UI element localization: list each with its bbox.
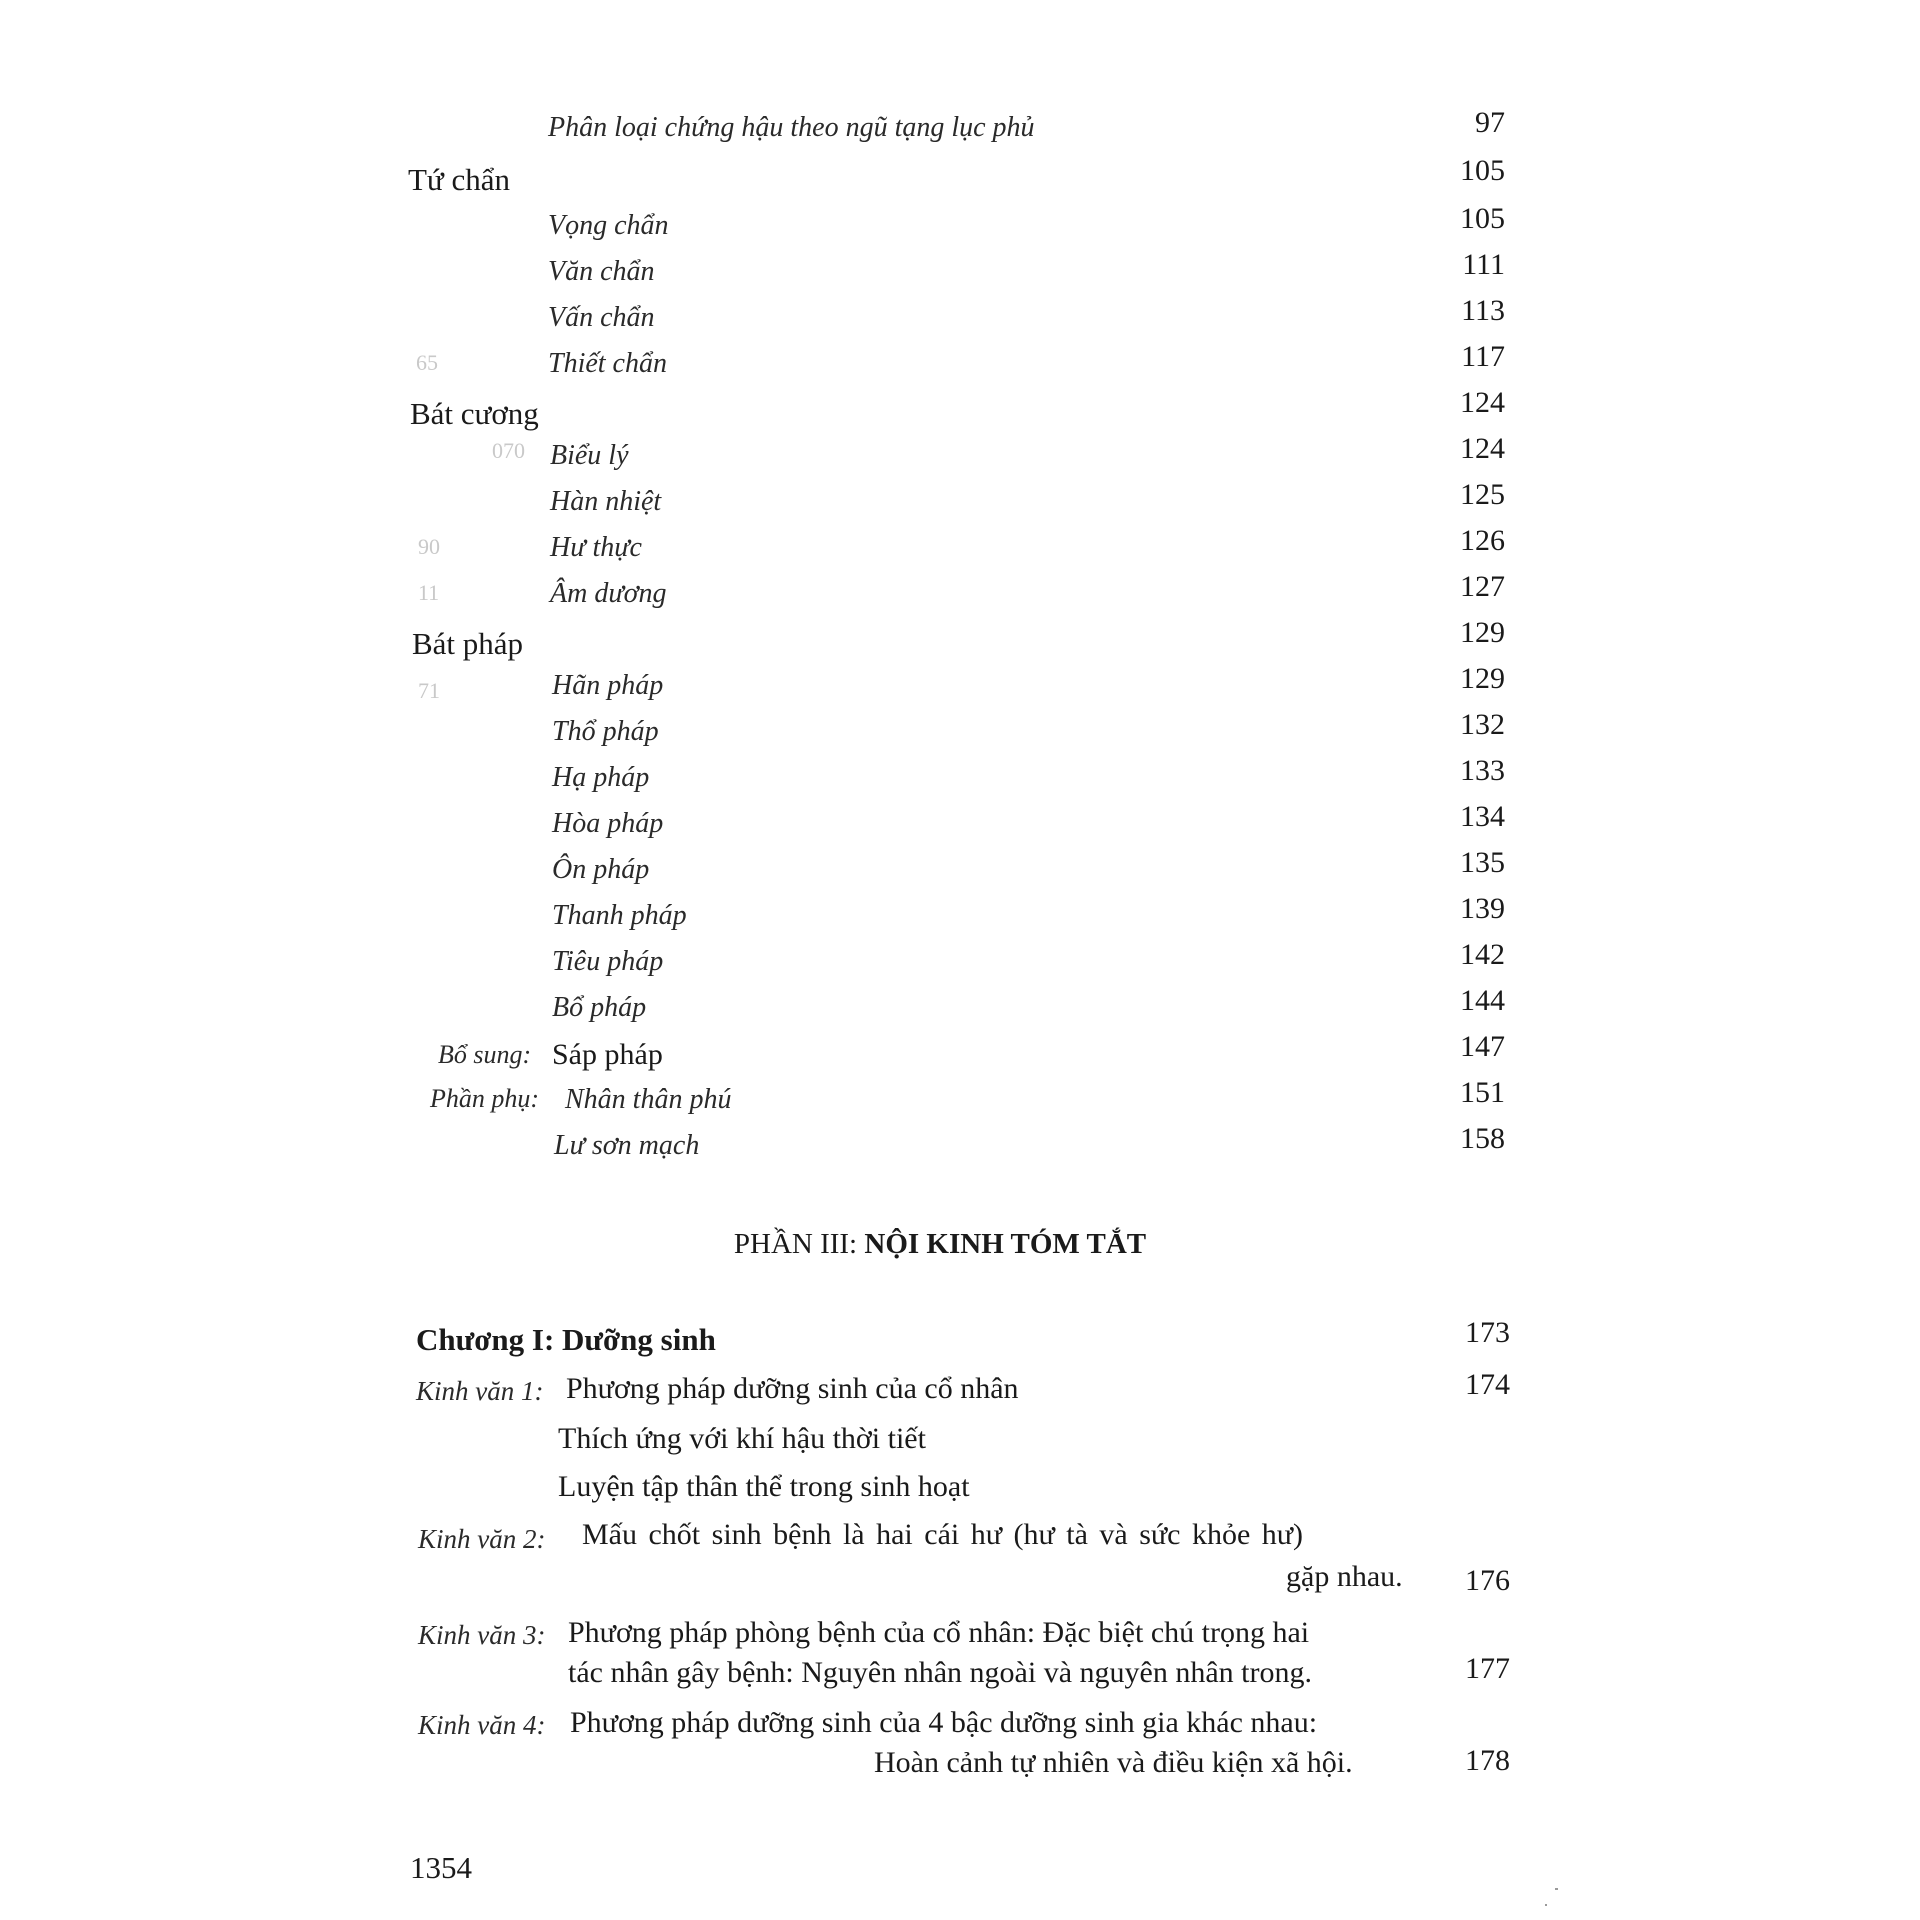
kinh-van-page: 176 bbox=[1465, 1564, 1510, 1597]
toc-entry-page: 133 bbox=[1460, 754, 1505, 787]
bleed-through-mark: 90 bbox=[418, 534, 440, 559]
toc-entry-page: 144 bbox=[1460, 984, 1505, 1017]
toc-entry-page: 105 bbox=[1460, 202, 1505, 235]
chapter-title: Chương I: Dưỡng sinh bbox=[416, 1322, 716, 1357]
toc-entry-label: Hòa pháp bbox=[552, 808, 664, 839]
toc-entry-page: 127 bbox=[1460, 570, 1505, 603]
kinh-van-page: 177 bbox=[1465, 1652, 1510, 1685]
toc-entry-label: Thổ pháp bbox=[552, 716, 659, 747]
toc-entry-label: Hư thực bbox=[550, 532, 642, 563]
toc-entry-page: 97 bbox=[1475, 106, 1505, 139]
bleed-through-mark: 11 bbox=[418, 580, 440, 605]
toc-section-label: Bát pháp bbox=[412, 626, 524, 661]
bleed-through-mark: 65 bbox=[416, 350, 438, 375]
toc-entry-label: Thiết chẩn bbox=[548, 348, 667, 379]
kinh-van-label: Kinh văn 1: bbox=[416, 1376, 544, 1406]
kinh-van-text: Phương pháp dưỡng sinh của cổ nhân bbox=[566, 1372, 1019, 1405]
toc-entry-label: Phân loại chứng hậu theo ngũ tạng lục phủ bbox=[548, 112, 1035, 143]
toc-entry-page: 105 bbox=[1460, 154, 1505, 187]
toc-entry-page: 111 bbox=[1462, 248, 1505, 281]
kinh-van-label: Kinh văn 2: bbox=[418, 1524, 546, 1554]
toc-entry-label: Hãn pháp bbox=[552, 670, 664, 701]
toc-entry-page: 113 bbox=[1461, 294, 1505, 327]
toc-supplement-prefix: Bổ sung: bbox=[438, 1040, 532, 1069]
part-heading bbox=[0, 1230, 1900, 1259]
toc-entry-page: 125 bbox=[1460, 478, 1505, 511]
toc-entry-page: 129 bbox=[1460, 616, 1505, 649]
toc-entry-label: Vọng chẩn bbox=[548, 210, 669, 241]
kinh-van-page: 174 bbox=[1465, 1368, 1510, 1401]
kinh-van-label: Kinh văn 3: bbox=[418, 1620, 546, 1650]
toc-entry-label: Tiêu pháp bbox=[552, 946, 664, 977]
toc-entry-page: 117 bbox=[1461, 340, 1505, 373]
bleed-through-mark: 71 bbox=[418, 678, 440, 703]
toc-section-label: Bát cương bbox=[410, 396, 539, 431]
toc-entry-page: 142 bbox=[1460, 938, 1505, 971]
scan-speck bbox=[1555, 1888, 1558, 1890]
toc-entry-page: 135 bbox=[1460, 846, 1505, 879]
toc-entry-page: 124 bbox=[1460, 386, 1505, 419]
toc-entry-label: Hạ pháp bbox=[552, 762, 650, 793]
kinh-van-subitem: Luyện tập thân thể trong sinh hoạt bbox=[558, 1470, 970, 1503]
kinh-van-label: Kinh văn 4: bbox=[418, 1710, 546, 1740]
toc-entry-label: Ôn pháp bbox=[552, 854, 650, 885]
toc-entry-label: Vấn chẩn bbox=[548, 302, 655, 333]
toc-entry-page: 147 bbox=[1460, 1030, 1505, 1063]
toc-entry-page: 158 bbox=[1460, 1122, 1505, 1155]
kinh-van-subitem: Thích ứng với khí hậu thời tiết bbox=[558, 1422, 926, 1455]
part-prefix: PHẦN III: bbox=[733, 1228, 858, 1260]
toc-entry-label: Âm dương bbox=[550, 578, 667, 609]
kinh-van-page: 178 bbox=[1465, 1744, 1510, 1777]
chapter-page: 173 bbox=[1465, 1316, 1510, 1349]
toc-entry-label: Hàn nhiệt bbox=[550, 486, 662, 517]
kinh-van-text: gặp nhau. bbox=[1286, 1560, 1403, 1593]
toc-entry-page: 124 bbox=[1460, 432, 1505, 465]
toc-entry-label: Thanh pháp bbox=[552, 900, 687, 931]
toc-section-label: Tứ chẩn bbox=[408, 162, 511, 197]
toc-entry-page: 129 bbox=[1460, 662, 1505, 695]
toc-entry-page: 139 bbox=[1460, 892, 1505, 925]
page-number: 1354 bbox=[410, 1850, 472, 1885]
toc-entry-label: Lư sơn mạch bbox=[554, 1130, 700, 1161]
kinh-van-text: Hoàn cảnh tự nhiên và điều kiện xã hội. bbox=[874, 1746, 1353, 1779]
toc-entry-label: Sáp pháp bbox=[552, 1038, 663, 1071]
kinh-van-text: Phương pháp phòng bệnh của cổ nhân: Đặc biệt chú trọng hai bbox=[568, 1616, 1310, 1649]
toc-entry-page: 134 bbox=[1460, 800, 1505, 833]
kinh-van-text: tác nhân gây bệnh: Nguyên nhân ngoài và nguyên nhân trong. bbox=[568, 1656, 1312, 1689]
kinh-van-text: Mấu chốt sinh bệnh là hai cái hư (hư tà và sức khỏe hư) bbox=[582, 1518, 1304, 1551]
toc-entry-page: 151 bbox=[1460, 1076, 1505, 1109]
toc-entry-label: Nhân thân phú bbox=[565, 1084, 732, 1115]
toc-entry-label: Văn chẩn bbox=[548, 256, 655, 287]
toc-entry-label: Bổ pháp bbox=[552, 992, 647, 1023]
bleed-through-mark: 070 bbox=[492, 438, 525, 463]
toc-appendix-prefix: Phần phụ: bbox=[430, 1084, 540, 1113]
scan-speck bbox=[1545, 1904, 1547, 1906]
part-title: NỘI KINH TÓM TẮT bbox=[864, 1228, 1147, 1260]
toc-entry-label: Biểu lý bbox=[550, 440, 629, 471]
kinh-van-text: Phương pháp dưỡng sinh của 4 bậc dưỡng sinh gia khác nhau: bbox=[570, 1706, 1318, 1739]
toc-entry-page: 132 bbox=[1460, 708, 1505, 741]
toc-entry-page: 126 bbox=[1460, 524, 1505, 557]
